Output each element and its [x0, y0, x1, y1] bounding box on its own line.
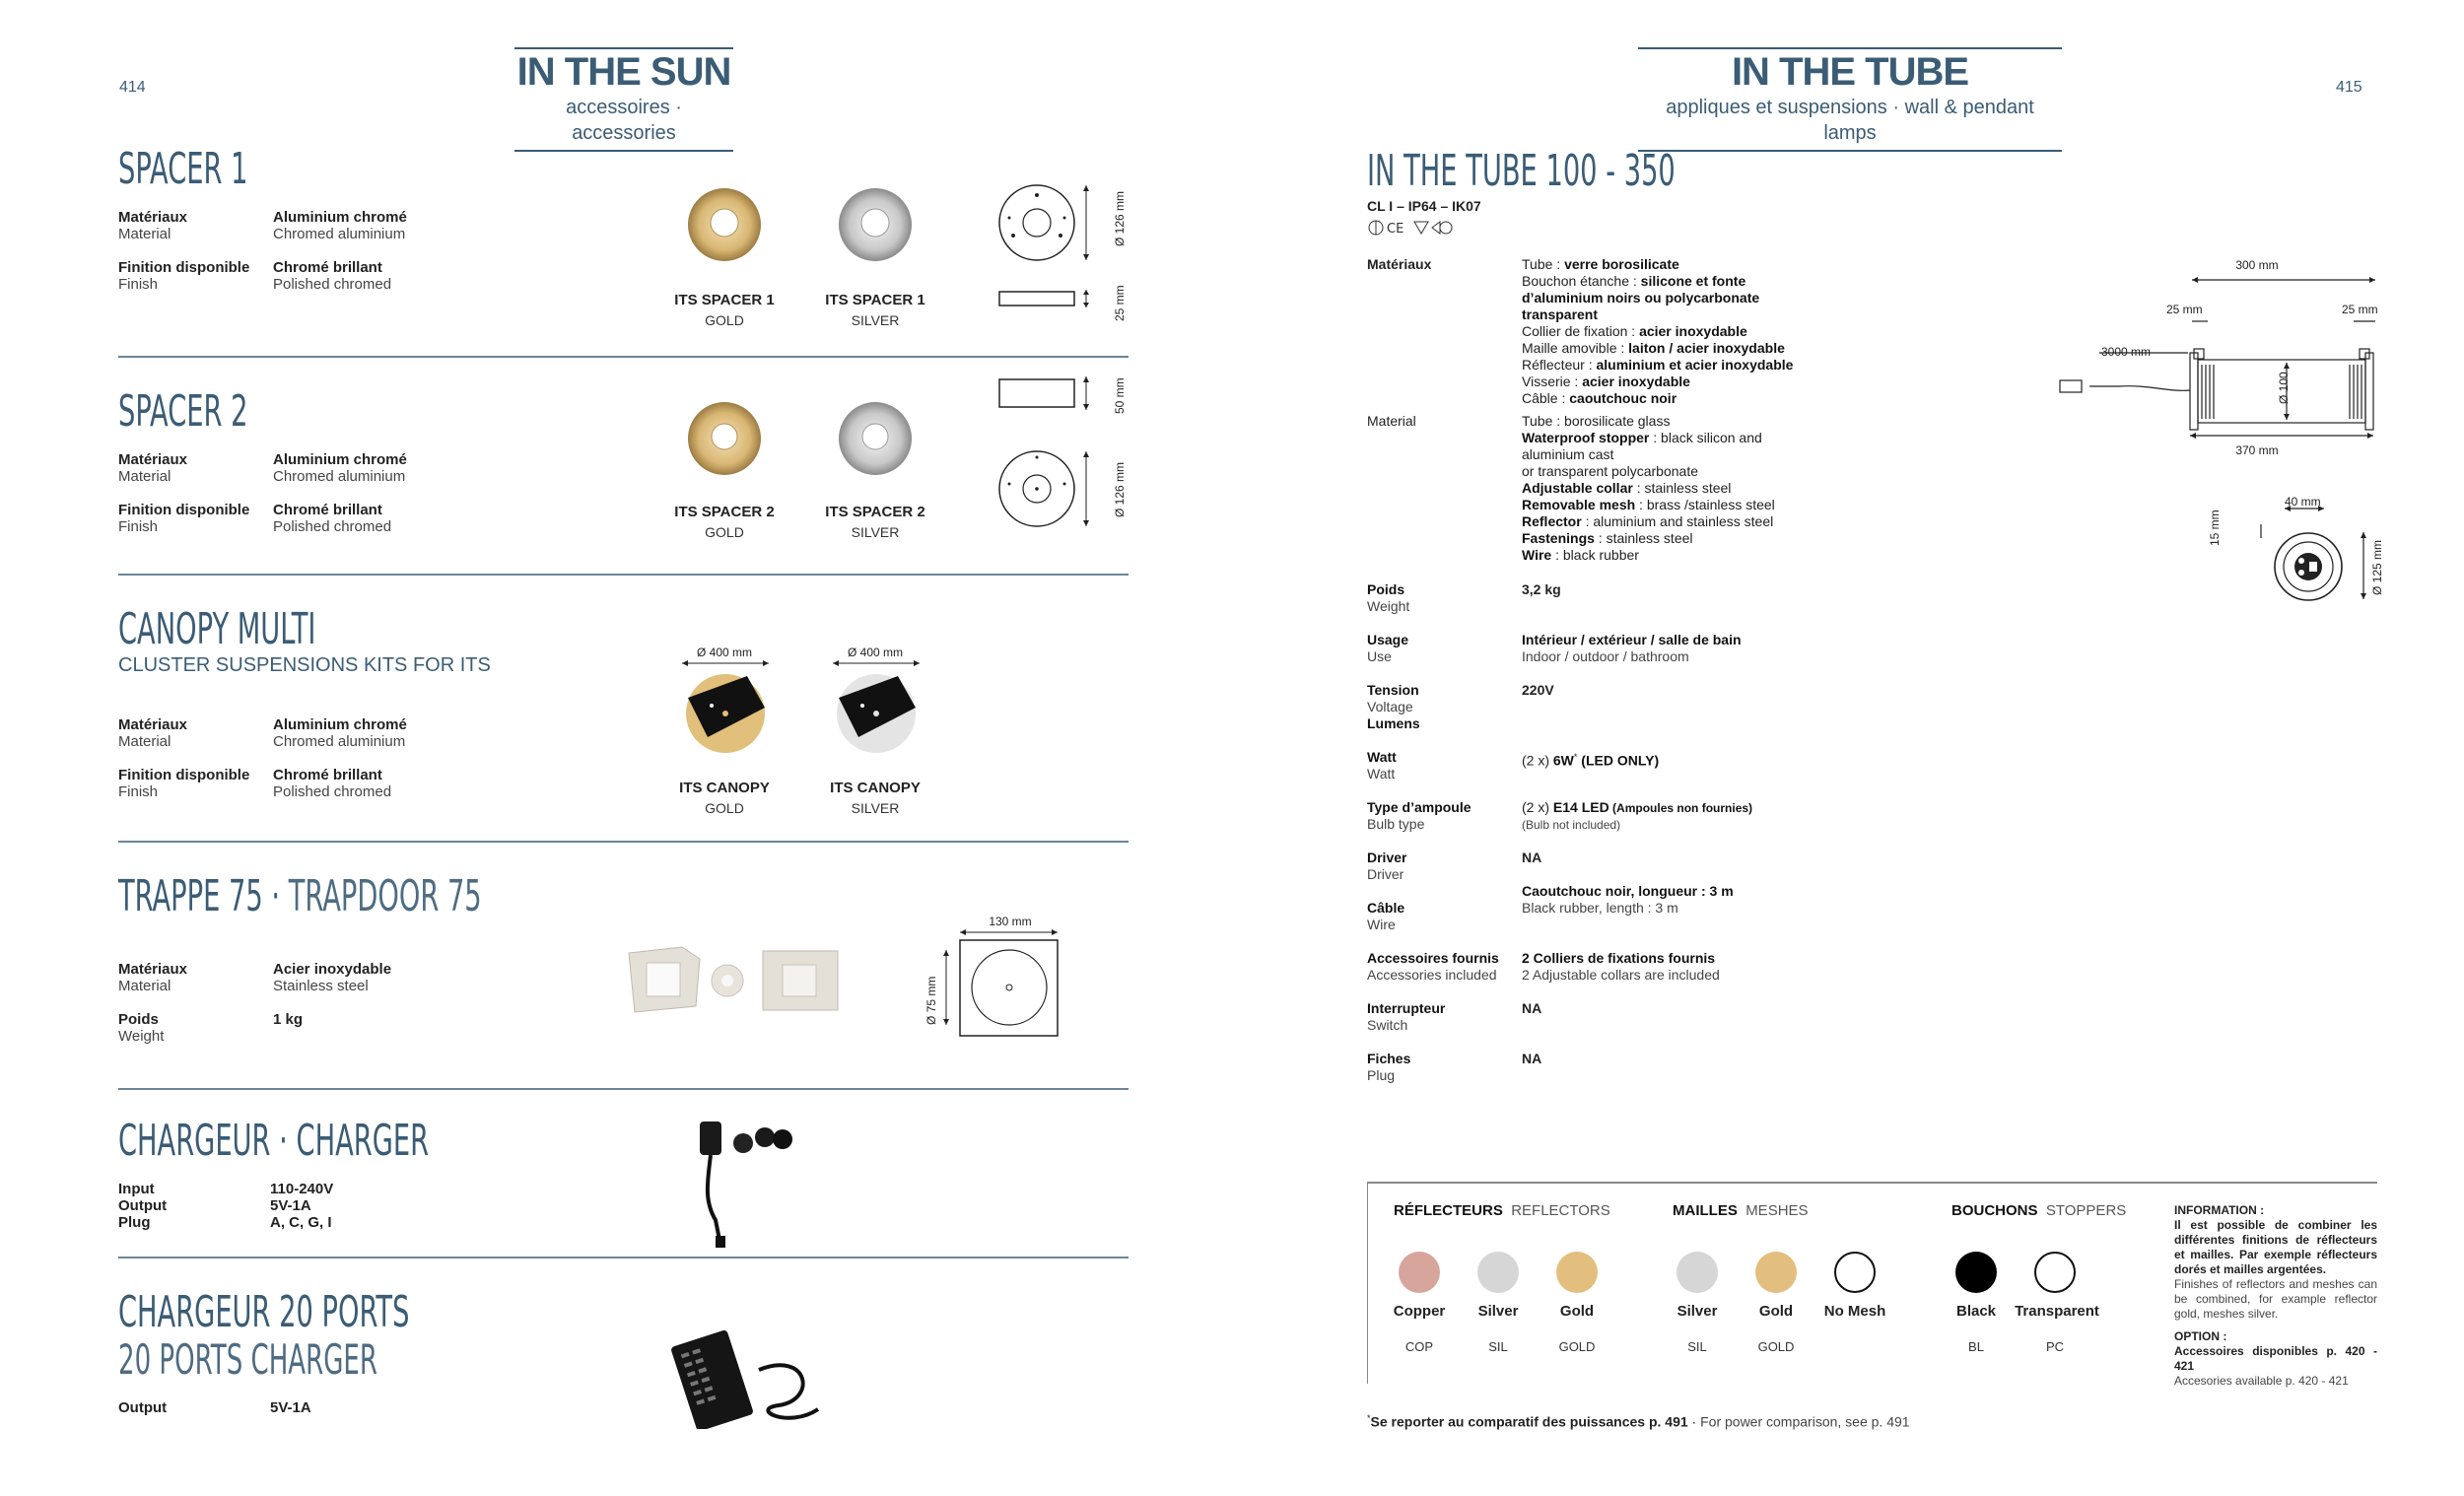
spacer-silver-image	[836, 185, 915, 264]
spacer-1-drawing	[995, 183, 1104, 321]
product-name: ITS SPACER 1	[825, 292, 925, 308]
dim-label: 40 mm	[2285, 495, 2321, 509]
swatch-code: SIL	[1488, 1339, 1508, 1354]
swatch-name: Copper	[1393, 1303, 1446, 1320]
swatch-name: Black	[1955, 1303, 1997, 1320]
section-title-spacer-2: SPACER 2	[118, 386, 248, 437]
product-name: ITS CANOPY	[830, 780, 921, 796]
dim-label: Ø 126 mm	[1113, 190, 1127, 246]
options-left-rule	[1367, 1182, 1368, 1384]
product-finish: SILVER	[851, 312, 900, 328]
value-fiches: NA	[1522, 1051, 1542, 1066]
value-finition: Chromé brillant Polished chromed	[273, 259, 392, 293]
tube-technical-drawing	[2050, 266, 2385, 601]
section-title-chargeur: CHARGEUR · CHARGER	[118, 1116, 430, 1166]
dim-label: 300 mm	[2235, 258, 2279, 272]
spec-tension: Tension Voltage Lumens	[1367, 682, 1420, 731]
product-finish: SILVER	[851, 524, 900, 540]
charger-image	[686, 1112, 804, 1250]
dim-label: 130 mm	[989, 915, 1032, 928]
section-title-spacer-1: SPACER 1	[118, 144, 248, 194]
dim-label: Ø 126 mm	[1113, 461, 1127, 517]
header-in-the-sun	[514, 47, 733, 152]
value-materiaux: Aluminium chromé Chromed aluminium	[273, 209, 407, 242]
swatch-code: COP	[1404, 1339, 1434, 1354]
separator	[118, 841, 1129, 843]
trapdoor-image	[623, 941, 850, 1020]
swatch-no-mesh[interactable]	[1834, 1252, 1876, 1293]
certification: CL I – IP64 – IK07	[1367, 198, 1481, 214]
swatch-code: SIL	[1687, 1339, 1707, 1354]
section-title-canopy: CANOPY MULTI	[118, 604, 316, 654]
dim-label: 50 mm	[1113, 377, 1127, 414]
value-interrupteur: NA	[1522, 1000, 1542, 1016]
label-finition: Finition disponible Finish	[118, 259, 250, 293]
options-top-rule	[1367, 1182, 2377, 1184]
swatch-name: Silver	[1677, 1303, 1718, 1320]
spec-driver: Driver Driver	[1367, 850, 1407, 882]
section-subtitle-chargeur-20: 20 PORTS CHARGER	[118, 1335, 377, 1384]
label-materiaux: Matériaux Material	[118, 451, 188, 485]
label-finition: Finition disponible Finish	[118, 502, 250, 535]
product-name: ITS SPACER 1	[674, 292, 775, 308]
section-subtitle-canopy: CLUSTER SUSPENSIONS KITS FOR ITS	[118, 654, 491, 676]
label-finition: Finition disponible Finish	[118, 767, 250, 800]
svg-text:CE: CE	[1387, 222, 1404, 237]
header-title: IN THE SUN	[516, 50, 731, 94]
charger-20-image	[670, 1311, 838, 1429]
certification-icons	[1367, 218, 1466, 238]
dim-label: 370 mm	[2235, 443, 2279, 457]
swatch-copper[interactable]	[1399, 1252, 1440, 1293]
product-finish: GOLD	[705, 312, 744, 328]
label-poids: Poids Weight	[118, 1011, 165, 1045]
value-materiaux: Acier inoxydable Stainless steel	[273, 961, 392, 994]
footnote: *Se reporter au comparatif des puissances p. 491 · For power comparison, see p. 491	[1367, 1413, 1910, 1430]
spacer-2-drawing	[995, 374, 1104, 532]
options-info: INFORMATION : Il est possible de combiner les différentes finitions de réflecteurs et mailles. Par exemple réflecteurs dorés et mailles argentées. Finishes of reflectors and meshes can be combined, for example reflector gold, meshes silver. OPTION : Accessoires disponibles p. 420 - 421 Accesories available p. 420 - 421	[2174, 1203, 2377, 1388]
label-materiaux: Matériaux Material	[118, 961, 188, 994]
charger20-value: 5V-1A	[270, 1399, 311, 1416]
value-watt: (2 x) 6W* (LED ONLY)	[1522, 752, 1660, 769]
swatch-name: Transparent	[2015, 1303, 2099, 1320]
separator	[118, 1257, 1129, 1258]
value-finition: Chromé brillant Polished chromed	[273, 502, 392, 535]
spec-cable: Câble Wire	[1367, 900, 1405, 932]
swatch-code: BL	[1968, 1339, 1984, 1354]
value-tension: 220V	[1522, 682, 1554, 698]
charger20-label: Output	[118, 1399, 168, 1416]
product-finish: GOLD	[705, 800, 744, 816]
product-name: ITS SPACER 2	[825, 504, 925, 520]
product-name: ITS CANOPY	[679, 780, 770, 796]
spacer-gold-image	[685, 185, 764, 264]
dim-label: Ø 100	[2277, 372, 2291, 404]
swatch-code: GOLD	[1757, 1339, 1795, 1354]
reflectors-heading: RÉFLECTEURS REFLECTORS	[1394, 1202, 1610, 1219]
swatch-name: Gold	[1758, 1303, 1794, 1320]
dim-label: 3000 mm	[2101, 345, 2152, 359]
swatch-silver[interactable]	[1477, 1252, 1519, 1293]
value-materiaux: Aluminium chromé Chromed aluminium	[273, 451, 407, 485]
product-finish: GOLD	[705, 524, 744, 540]
separator	[118, 574, 1129, 576]
page-number-right: 415	[2336, 79, 2362, 96]
value-ampoule: (2 x) E14 LED (Ampoules non fournies) (Bulb not included)	[1522, 799, 1753, 832]
swatch-silver-mesh[interactable]	[1677, 1252, 1718, 1293]
canopy-images	[678, 658, 924, 757]
dim-label: 25 mm	[1113, 285, 1127, 321]
separator	[118, 356, 1129, 358]
spec-label: Matériaux	[1367, 256, 1432, 272]
dim-label: 15 mm	[2208, 510, 2222, 546]
charger-values: 110-240V 5V-1A A, C, G, I	[270, 1181, 334, 1231]
dim-label: 25 mm	[2342, 303, 2378, 316]
dim-label: Ø 75 mm	[924, 976, 938, 1025]
swatch-name: Gold	[1559, 1303, 1595, 1320]
label-materiaux: Matériaux Material	[118, 209, 188, 242]
header-subtitle: accessoires · accessories	[566, 97, 682, 144]
value-cable: Caoutchouc noir, longueur : 3 m Black rubber, length : 3 m	[1522, 883, 1734, 916]
dim-label: 25 mm	[2166, 303, 2203, 316]
meshes-heading: MAILLES MESHES	[1673, 1202, 1809, 1219]
value-materiaux: Aluminium chromé Chromed aluminium	[273, 716, 407, 750]
spec-usage: Usage Use	[1367, 632, 1409, 664]
spec-watt: Watt Watt	[1367, 749, 1397, 782]
dim-label: Ø 125 mm	[2370, 539, 2384, 595]
materiaux-fr-list: Tube : verre borosilicate Bouchon étanche : silicone et fonte d’aluminium noirs ou polycarbonate transparent Collier de fixation : acier inoxydable Maille amovible : laiton / acier inoxydable Réflecteur : aluminium et acier inoxydable Visserie : acier inoxydable Câble : caoutchouc noir	[1522, 256, 1794, 406]
header-subtitle: appliques et suspensions · wall & pendant lamps	[1666, 97, 2034, 144]
charger-labels: Input Output Plug	[118, 1181, 168, 1231]
stoppers-heading: BOUCHONS STOPPERS	[1951, 1202, 2127, 1219]
swatch-gold-mesh[interactable]	[1755, 1252, 1797, 1293]
spec-fiches: Fiches Plug	[1367, 1051, 1411, 1083]
spacer-silver-image	[836, 399, 915, 478]
value-finition: Chromé brillant Polished chromed	[273, 767, 392, 800]
page-number-left: 414	[119, 79, 146, 96]
product-title: IN THE TUBE 100 - 350	[1367, 146, 1676, 196]
swatch-code: GOLD	[1558, 1339, 1596, 1354]
section-title-chargeur-20: CHARGEUR 20 PORTS	[118, 1287, 410, 1337]
spacer-gold-image	[685, 399, 764, 478]
section-title-trappe: TRAPPE 75 · TRAPDOOR 75	[118, 871, 482, 921]
header-title: IN THE TUBE	[1731, 50, 1969, 94]
label-materiaux: Matériaux Material	[118, 716, 188, 750]
spec-ampoule: Type d’ampoule Bulb type	[1367, 799, 1472, 832]
swatch-gold[interactable]	[1556, 1252, 1598, 1293]
swatch-black[interactable]	[1955, 1252, 1997, 1293]
value-poids: 1 kg	[273, 1011, 304, 1028]
product-finish: SILVER	[851, 800, 900, 816]
dim-label: Ø 400 mm	[696, 646, 752, 659]
spec-interrupteur: Interrupteur Switch	[1367, 1000, 1446, 1033]
swatch-name: Silver	[1477, 1303, 1519, 1320]
spec-label: Material	[1367, 413, 1416, 429]
dim-label: Ø 400 mm	[847, 646, 903, 659]
swatch-transparent[interactable]	[2034, 1252, 2076, 1293]
header-in-the-tube	[1638, 47, 2062, 152]
separator	[118, 1088, 1129, 1090]
materiaux-en-list: Tube : borosilicate glass Waterproof stopper : black silicon and aluminium cast or transparent polycarbonate Adjustable collar : stainless steel Removable mesh : brass /stainless steel Reflector : aluminium and stainless steel Fastenings : stainless steel Wire : black rubber	[1522, 413, 1775, 563]
product-name: ITS SPACER 2	[674, 504, 775, 520]
spec-accessoires: Accessoires fournis Accessories included	[1367, 950, 1499, 983]
value-usage: Intérieur / extérieur / salle de bain Indoor / outdoor / bathroom	[1522, 632, 1742, 664]
swatch-code: PC	[2045, 1339, 2065, 1354]
value-poids: 3,2 kg	[1522, 581, 1561, 597]
trapdoor-drawing	[926, 928, 1064, 1039]
swatch-name: No Mesh	[1823, 1303, 1886, 1320]
value-driver: NA	[1522, 850, 1542, 865]
value-accessoires: 2 Colliers de fixations fournis 2 Adjustable collars are included	[1522, 950, 1720, 983]
spec-poids: Poids Weight	[1367, 581, 1410, 614]
